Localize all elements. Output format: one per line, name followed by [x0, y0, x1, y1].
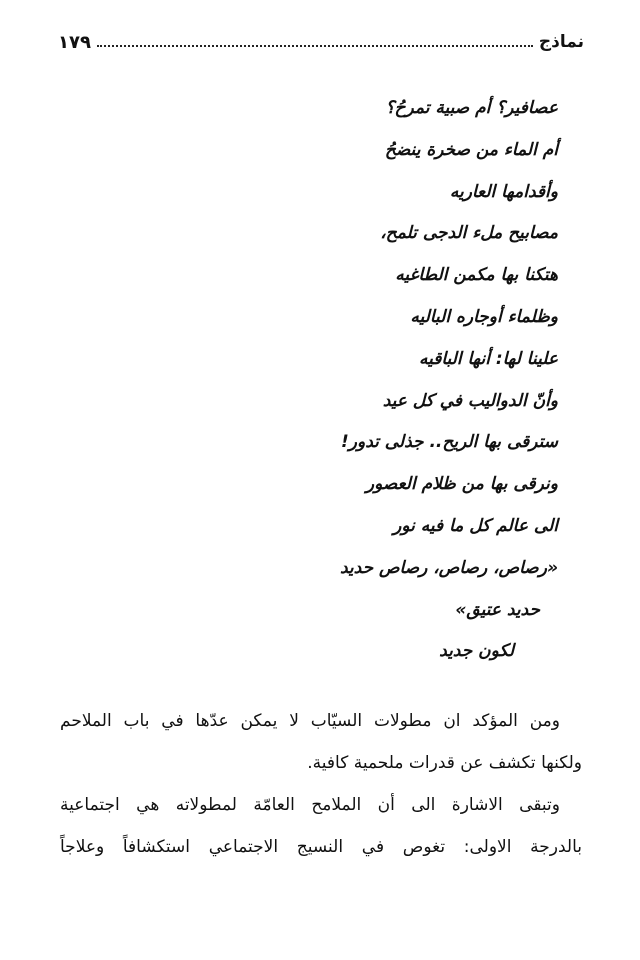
dotted-leader: [97, 45, 533, 47]
paragraph-line: بالدرجة الاولى: تغوص في النسيج الاجتماعي استكشافاً وعلاجاً: [60, 837, 582, 857]
poem-line: أم الماء من صخرة ينضحُ: [384, 139, 558, 160]
paragraph-2-line-1: وتبقى الاشارة الى أن الملامح العامّة لمطولاته هي اجتماعية: [60, 795, 560, 815]
poem-line: مصابيح ملء الدجى تلمح،: [380, 223, 558, 244]
poem-line: حديد عتيق»: [455, 599, 540, 620]
page-header: [58, 28, 584, 56]
poem-line: لكون جديد: [439, 641, 514, 662]
paragraph-line: ولكنها تكشف عن قدرات ملحمية كافية.: [307, 753, 582, 773]
poem-line: وأنّ الدواليب في كل عيد: [382, 390, 558, 411]
paragraph-1-line-1: ومن المؤكد ان مطولات السيّاب لا يمكن عدّها في باب الملاحم: [60, 711, 560, 731]
body-text: [60, 700, 582, 868]
page-number: ١٧٩: [58, 31, 91, 53]
poem: [258, 88, 558, 673]
poem-line: «رصاص، رصاص، رصاص حديد: [340, 557, 558, 578]
poem-line: ونرقى بها من ظلام العصور: [365, 474, 558, 495]
poem-line: هتكنا بها مكمن الطاغيه: [395, 265, 558, 286]
poem-line: وظلماء أوجاره الباليه: [410, 306, 558, 327]
poem-line: الى عالم كل ما فيه نور: [393, 515, 558, 536]
poem-line: عصافير؟ أم صبية تمرحُ؟: [385, 98, 558, 118]
poem-line: وأقدامها العاريه: [449, 181, 558, 202]
poem-line: علينا لها: أنها الباقيه: [418, 348, 558, 369]
paragraph-line: [60, 700, 582, 742]
poem-line: سترقى بها الريح.. جذلى تدور!: [341, 432, 558, 453]
running-head: نماذج: [538, 32, 584, 52]
paragraph-line: [60, 784, 582, 826]
